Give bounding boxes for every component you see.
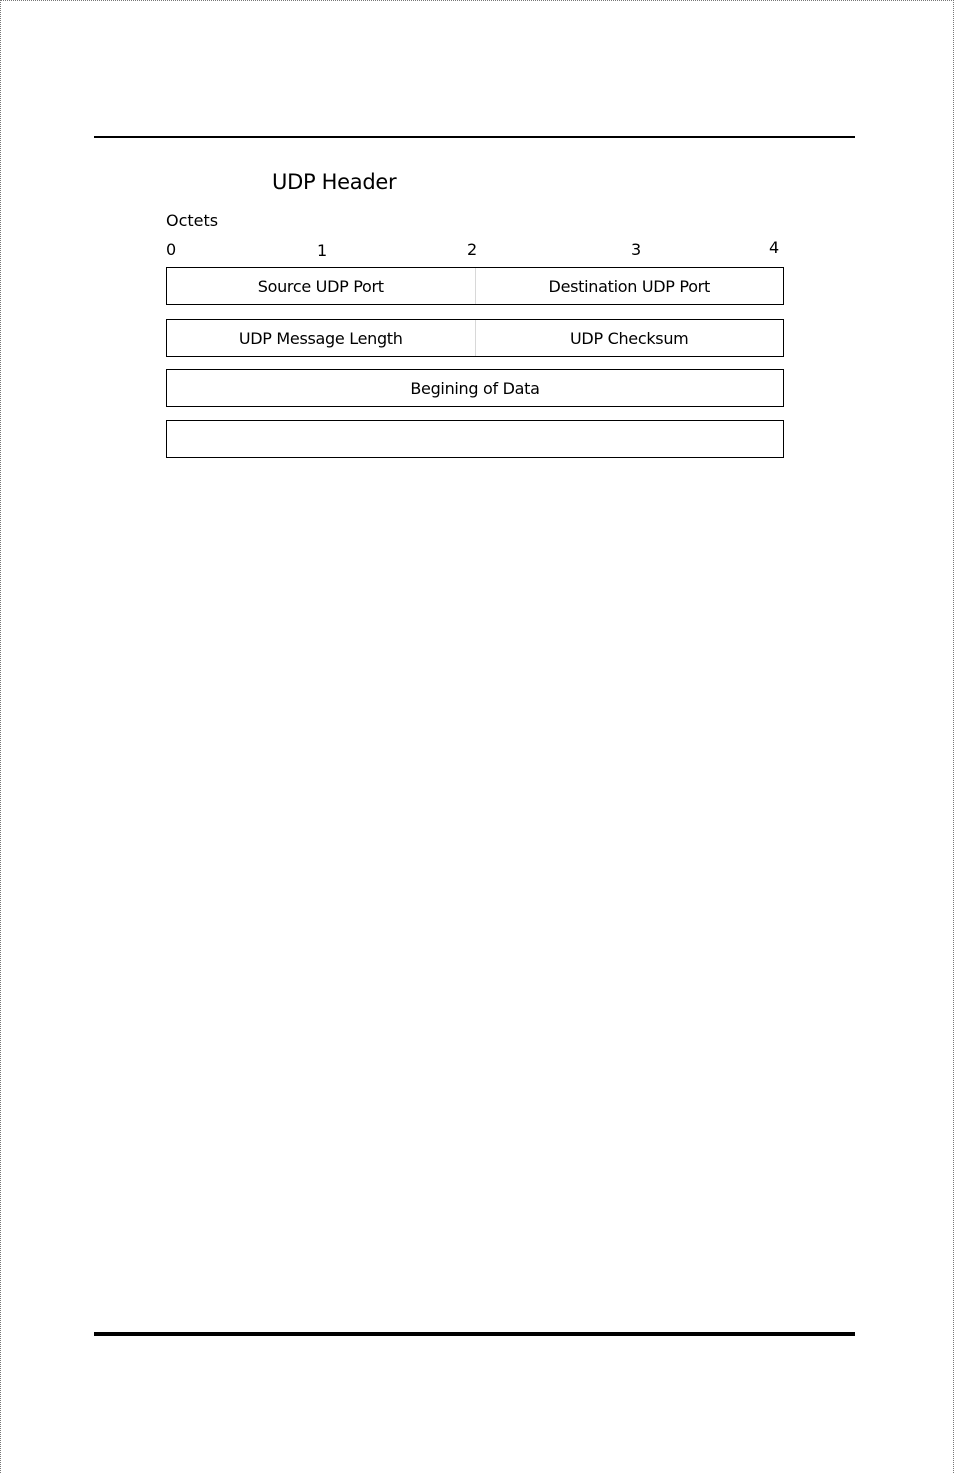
header-row-ports bbox=[166, 267, 784, 305]
octet-number: 3 bbox=[631, 240, 642, 259]
octet-number: 4 bbox=[769, 238, 780, 257]
header-rule bbox=[94, 136, 855, 138]
field-message-length: UDP Message Length bbox=[238, 328, 403, 348]
field-empty bbox=[167, 421, 783, 457]
footer-rule bbox=[94, 1332, 855, 1336]
diagram-title: UDP Header bbox=[272, 170, 397, 194]
field-source-port: Source UDP Port bbox=[257, 276, 384, 296]
header-row-length-checksum bbox=[166, 319, 784, 357]
octet-number: 1 bbox=[317, 241, 328, 260]
field-destination-port: Destination UDP Port bbox=[475, 268, 784, 304]
field-beginning-of-data: Begining of Data bbox=[410, 378, 540, 398]
header-row-empty bbox=[166, 420, 784, 458]
octets-label: Octets bbox=[166, 211, 219, 230]
octet-number: 2 bbox=[467, 240, 478, 259]
header-row-data bbox=[166, 369, 784, 407]
field-checksum: UDP Checksum bbox=[475, 320, 784, 356]
octet-number: 0 bbox=[166, 240, 177, 259]
